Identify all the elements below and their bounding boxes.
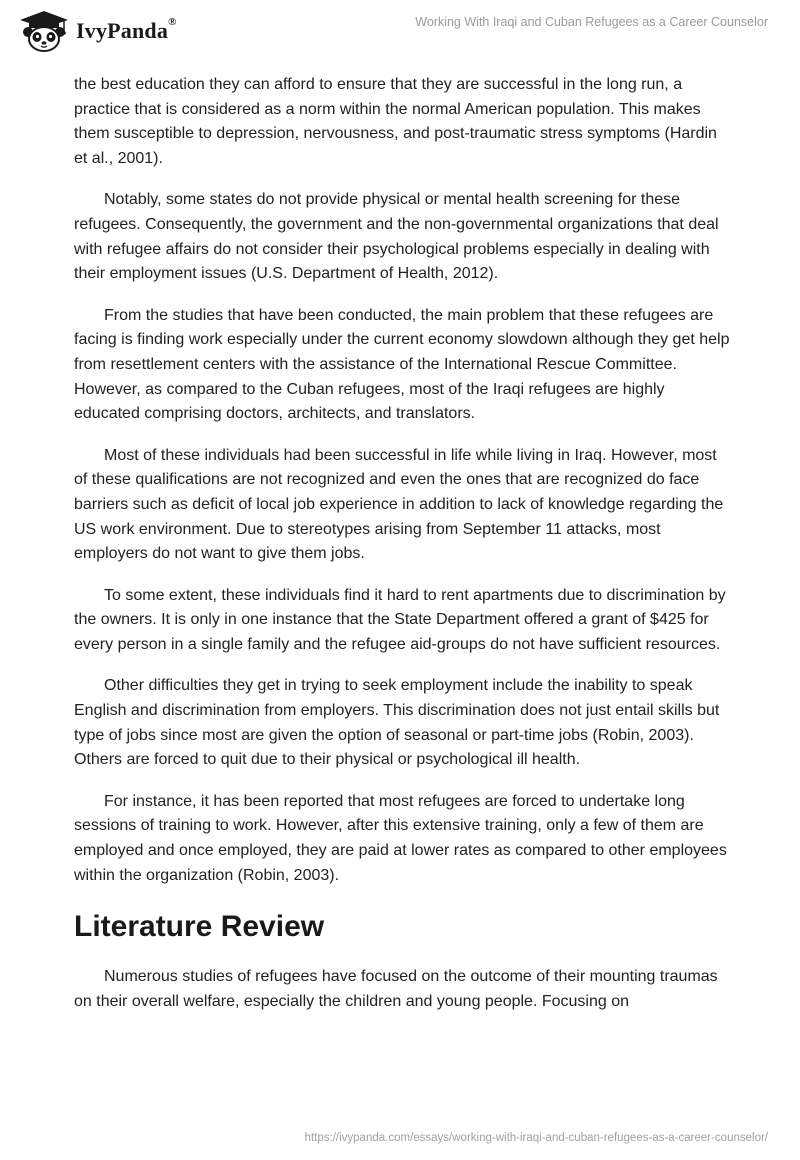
paragraph: Other difficulties they get in trying to seek employment include the inability to speak English and discrimination from employers. This discrimination does not just entail skills but type of jobs since most are given the option of seasonal or part-time jobs (Robin, 2003). Others are forced to quit due to their physical or psychological ill health. bbox=[74, 677, 720, 769]
paragraph: From the studies that have been conducted, the main problem that these refugees are facing is finding work especially under the current economy slowdown although they get help from resettlement centers with the assistance of the International Rescue Committee. However, as compared to the Cuban refugees, most of the Iraqi refugees are highly educated comprising doctors, architects, and translators. bbox=[74, 306, 730, 423]
paragraph: Numerous studies of refugees have focused on the outcome of their mounting traumas on their overall welfare, especially the children and young people. Focusing on bbox=[74, 968, 718, 1010]
brand-name: IvyPanda® bbox=[76, 16, 177, 43]
paragraph: Most of these individuals had been successful in life while living in Iraq. However, most of these qualifications are not recognized and even the ones that are recognized do face barriers such as deficit of local job experience in addition to lack of knowledge regarding the US work environment. Due to stereotypes arising from September 11 attacks, most employers do not want to give them jobs. bbox=[74, 446, 724, 563]
paragraph: To some extent, these individuals find it hard to rent apartments due to discrimination by the owners. It is only in one instance that the State Department offered a grant of $425 for every person in a single family and the refugee aid-groups do not have sufficient resources. bbox=[74, 586, 726, 653]
logo[interactable] bbox=[14, 8, 177, 54]
section-heading: Literature Review bbox=[74, 910, 325, 944]
panda-graduate-icon bbox=[14, 8, 70, 54]
paragraph: Notably, some states do not provide physical or mental health screening for these refugees. Consequently, the government and the non-governmental organizations that deal with refugee affairs do not consider their psychological problems especially in dealing with their employment issues (U.S. Department of Health, 2012). bbox=[74, 191, 719, 283]
page-header bbox=[0, 0, 800, 64]
document-title: Working With Iraqi and Cuban Refugees as a Career Counselor bbox=[415, 15, 768, 29]
paragraph: the best education they can afford to ensure that they are successful in the long run, a practice that is considered as a norm within the normal American population. This makes them susceptible to depression, nervousness, and post-traumatic stress symptoms (Hardin et al., 2001). bbox=[74, 76, 717, 167]
paragraph: For instance, it has been reported that most refugees are forced to undertake long sessions of training to work. However, after this extensive training, only a few of them are employed and once employed, they are paid at lower rates as compared to other employees within the organization (Robin, 2003). bbox=[74, 792, 727, 884]
source-url[interactable]: https://ivypanda.com/essays/working-with-iraqi-and-cuban-refugees-as-a-career-counselor/ bbox=[304, 1132, 768, 1144]
article-body bbox=[74, 73, 734, 1031]
